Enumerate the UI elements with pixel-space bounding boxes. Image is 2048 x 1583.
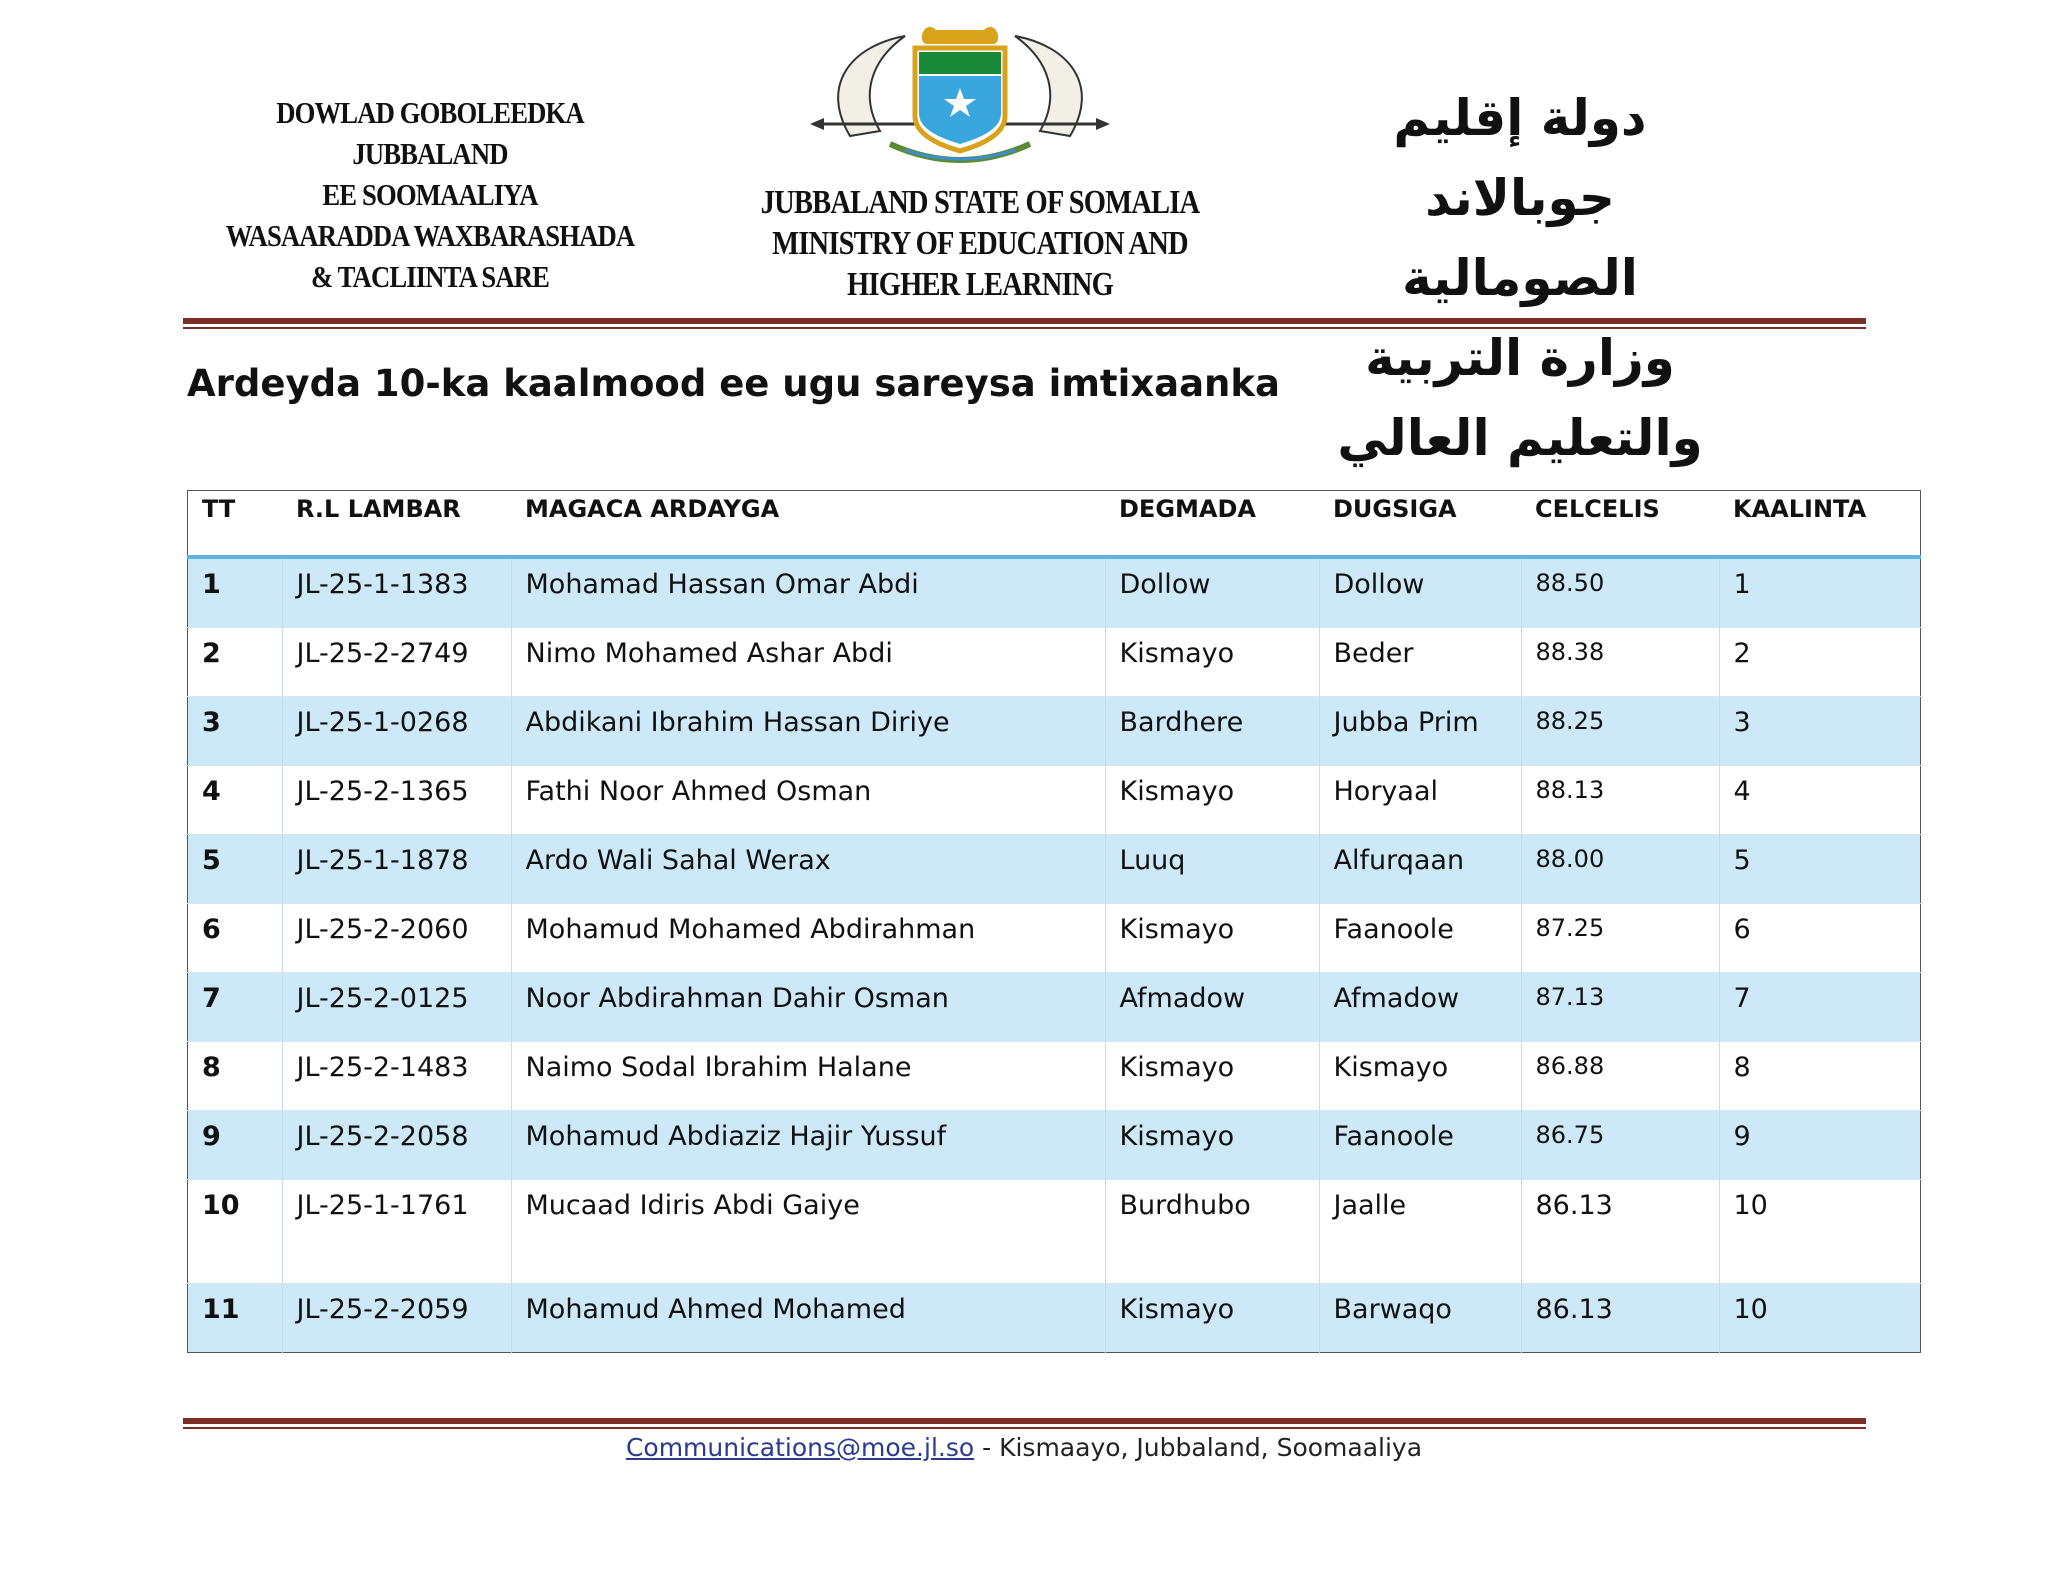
table-row — [188, 835, 1921, 904]
cell-dugsiga: Kismayo — [1319, 1042, 1521, 1111]
header-left-line: WASAARADDA WAXBARASHADA — [225, 218, 635, 253]
cell-tt: 3 — [188, 697, 283, 766]
coat-of-arms-icon — [810, 26, 1110, 176]
cell-dugsiga: Jubba Prim — [1319, 697, 1521, 766]
cell-rl-lambar: JL-25-1-1878 — [282, 835, 511, 904]
cell-degmada: Afmadow — [1105, 973, 1319, 1042]
cell-kaalinta: 3 — [1719, 697, 1921, 766]
cell-magaca: Mohamad Hassan Omar Abdi — [511, 557, 1105, 628]
cell-tt: 1 — [188, 557, 283, 628]
cell-celcelis: 87.25 — [1521, 904, 1719, 973]
cell-tt: 10 — [188, 1180, 283, 1284]
header-left-line: & TACLIINTA SARE — [310, 259, 550, 294]
cell-rl-lambar: JL-25-1-1383 — [282, 557, 511, 628]
cell-dugsiga: Alfurqaan — [1319, 835, 1521, 904]
table-row — [188, 1284, 1921, 1353]
cell-degmada: Kismayo — [1105, 628, 1319, 697]
table-row — [188, 1042, 1921, 1111]
cell-rl-lambar: JL-25-2-2749 — [282, 628, 511, 697]
cell-magaca: Noor Abdirahman Dahir Osman — [511, 973, 1105, 1042]
cell-rl-lambar: JL-25-2-2058 — [282, 1111, 511, 1180]
cell-tt: 7 — [188, 973, 283, 1042]
cell-kaalinta: 10 — [1719, 1284, 1921, 1353]
cell-degmada: Kismayo — [1105, 1042, 1319, 1111]
header-left-line: JUBBALAND — [352, 136, 508, 171]
cell-celcelis: 87.13 — [1521, 973, 1719, 1042]
column-header: DUGSIGA — [1319, 491, 1521, 558]
cell-rl-lambar: JL-25-2-2059 — [282, 1284, 511, 1353]
cell-dugsiga: Faanoole — [1319, 1111, 1521, 1180]
page-title: Ardeyda 10-ka kaalmood ee ugu sareysa imtixaanka — [187, 362, 1280, 405]
footer-divider — [183, 1418, 1866, 1429]
cell-rl-lambar: JL-25-1-0268 — [282, 697, 511, 766]
cell-dugsiga: Dollow — [1319, 557, 1521, 628]
cell-magaca: Naimo Sodal Ibrahim Halane — [511, 1042, 1105, 1111]
header-left-line: EE SOOMAALIYA — [322, 177, 538, 212]
cell-celcelis: 86.13 — [1521, 1284, 1719, 1353]
footer — [0, 1433, 2048, 1462]
cell-kaalinta: 1 — [1719, 557, 1921, 628]
cell-tt: 4 — [188, 766, 283, 835]
cell-dugsiga: Barwaqo — [1319, 1284, 1521, 1353]
cell-magaca: Mucaad Idiris Abdi Gaiye — [511, 1180, 1105, 1284]
cell-celcelis: 86.13 — [1521, 1180, 1719, 1284]
cell-rl-lambar: JL-25-2-0125 — [282, 973, 511, 1042]
header-center-line: HIGHER LEARNING — [847, 266, 1113, 303]
cell-magaca: Mohamud Abdiaziz Hajir Yussuf — [511, 1111, 1105, 1180]
cell-dugsiga: Afmadow — [1319, 973, 1521, 1042]
header-divider — [183, 318, 1866, 329]
cell-dugsiga: Jaalle — [1319, 1180, 1521, 1284]
cell-tt: 8 — [188, 1042, 283, 1111]
cell-degmada: Burdhubo — [1105, 1180, 1319, 1284]
cell-magaca: Mohamud Mohamed Abdirahman — [511, 904, 1105, 973]
header-center-line: MINISTRY OF EDUCATION AND — [772, 225, 1188, 262]
cell-degmada: Kismayo — [1105, 1111, 1319, 1180]
header-right-line: دولة إقليم جوبالاند الصومالية — [1393, 89, 1647, 307]
cell-dugsiga: Beder — [1319, 628, 1521, 697]
cell-kaalinta: 7 — [1719, 973, 1921, 1042]
cell-degmada: Luuq — [1105, 835, 1319, 904]
column-header: R.L LAMBAR — [282, 491, 511, 558]
cell-magaca: Ardo Wali Sahal Werax — [511, 835, 1105, 904]
cell-kaalinta: 5 — [1719, 835, 1921, 904]
table-row — [188, 766, 1921, 835]
cell-kaalinta: 9 — [1719, 1111, 1921, 1180]
cell-degmada: Dollow — [1105, 557, 1319, 628]
cell-celcelis: 86.88 — [1521, 1042, 1719, 1111]
cell-tt: 2 — [188, 628, 283, 697]
cell-tt: 6 — [188, 904, 283, 973]
header-english-text — [745, 182, 1215, 305]
footer-location: - Kismaayo, Jubbaland, Soomaaliya — [974, 1433, 1423, 1462]
column-header: TT — [188, 491, 283, 558]
table-row — [188, 628, 1921, 697]
table-header-row — [188, 491, 1921, 558]
cell-rl-lambar: JL-25-2-1365 — [282, 766, 511, 835]
cell-tt: 11 — [188, 1284, 283, 1353]
header-right-line: وزارة التربية والتعليم العالي — [1337, 329, 1703, 467]
cell-kaalinta: 2 — [1719, 628, 1921, 697]
cell-celcelis: 88.25 — [1521, 697, 1719, 766]
table-row — [188, 697, 1921, 766]
table-row — [188, 973, 1921, 1042]
header-left-line: DOWLAD GOBOLEEDKA — [276, 95, 584, 130]
cell-degmada: Kismayo — [1105, 766, 1319, 835]
cell-degmada: Kismayo — [1105, 1284, 1319, 1353]
cell-celcelis: 88.38 — [1521, 628, 1719, 697]
cell-celcelis: 88.50 — [1521, 557, 1719, 628]
cell-kaalinta: 10 — [1719, 1180, 1921, 1284]
column-header: CELCELIS — [1521, 491, 1719, 558]
cell-kaalinta: 4 — [1719, 766, 1921, 835]
table-row — [188, 1180, 1921, 1284]
cell-degmada: Kismayo — [1105, 904, 1319, 973]
table-row — [188, 1111, 1921, 1180]
cell-celcelis: 88.00 — [1521, 835, 1719, 904]
cell-celcelis: 86.75 — [1521, 1111, 1719, 1180]
column-header: KAALINTA — [1719, 491, 1921, 558]
cell-magaca: Nimo Mohamed Ashar Abdi — [511, 628, 1105, 697]
cell-tt: 9 — [188, 1111, 283, 1180]
table-row — [188, 557, 1921, 628]
header-somali-text — [215, 92, 645, 297]
cell-dugsiga: Horyaal — [1319, 766, 1521, 835]
footer-email-link[interactable]: Communications@moe.jl.so — [625, 1433, 975, 1462]
column-header: MAGACA ARDAYGA — [511, 491, 1105, 558]
cell-kaalinta: 6 — [1719, 904, 1921, 973]
cell-rl-lambar: JL-25-1-1761 — [282, 1180, 511, 1284]
header-center-line: JUBBALAND STATE OF SOMALIA — [760, 184, 1200, 221]
cell-magaca: Abdikani Ibrahim Hassan Diriye — [511, 697, 1105, 766]
cell-dugsiga: Faanoole — [1319, 904, 1521, 973]
cell-tt: 5 — [188, 835, 283, 904]
column-header: DEGMADA — [1105, 491, 1319, 558]
cell-rl-lambar: JL-25-2-1483 — [282, 1042, 511, 1111]
cell-rl-lambar: JL-25-2-2060 — [282, 904, 511, 973]
cell-kaalinta: 8 — [1719, 1042, 1921, 1111]
results-table — [187, 490, 1921, 1353]
cell-degmada: Bardhere — [1105, 697, 1319, 766]
cell-celcelis: 88.13 — [1521, 766, 1719, 835]
header-arabic-text — [1300, 78, 1740, 478]
table-row — [188, 904, 1921, 973]
cell-magaca: Fathi Noor Ahmed Osman — [511, 766, 1105, 835]
cell-magaca: Mohamud Ahmed Mohamed — [511, 1284, 1105, 1353]
